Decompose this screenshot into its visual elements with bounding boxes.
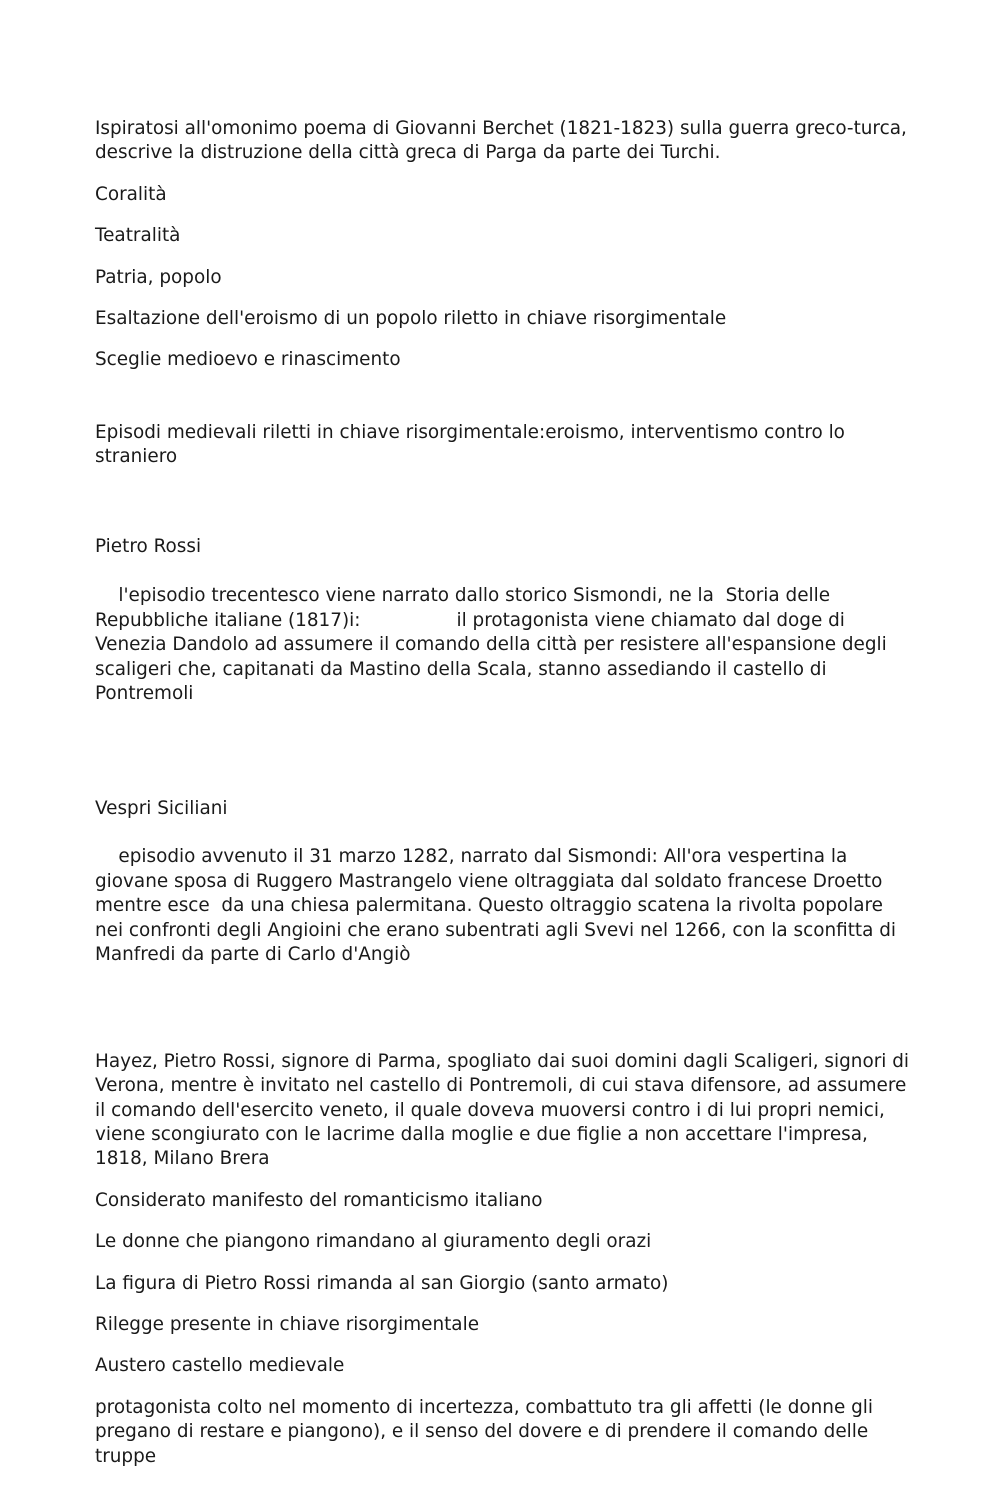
section-pietro-rossi <box>95 487 910 731</box>
paragraph-patria: Patria, popolo <box>95 266 222 288</box>
paragraph-figura: La figura di Pietro Rossi rimanda al san Giorgio (santo armato) <box>95 1272 669 1294</box>
vespri-siciliani-text: episodio avvenuto il 31 marzo 1282, narrato dal Sismondi: All'ora vespertina la giovane sposa di Ruggero Mastrangelo viene oltraggiata dal soldato francese Droetto mentre esce da una chiesa palermitana. Questo oltraggio scatena la rivolta popolare nei confronti degli Angioini che erano subentrati agli Svevi nel 1266, con la sconfitta di Manfredi da parte di Carlo d'Angiò <box>95 846 902 965</box>
paragraph-esaltazione: Esaltazione dell'eroismo di un popolo riletto in chiave risorgimentale <box>95 308 727 330</box>
paragraph-episodi: Episodi medievali riletti in chiave risorgimentale:eroismo, interventismo contro lo straniero <box>95 421 851 468</box>
section-heading-pietro-rossi: Pietro Rossi <box>95 536 202 558</box>
pietro-rossi-text-part1: l'episodio trecentesco viene narrato dallo storico Sismondi, ne la Storia delle Repubbliche italiane (1817)i: <box>95 585 836 631</box>
paragraph-coralita: Coralità <box>95 183 167 205</box>
paragraph-protagonista: protagonista colto nel momento di incertezza, combattuto tra gli affetti (le donne gli pregano di restare e piangono), e il senso del dovere e di prendere il comando delle truppe <box>95 1396 879 1467</box>
paragraph-austero: Austero castello medievale <box>95 1355 345 1377</box>
paragraph-hayez: Hayez, Pietro Rossi, signore di Parma, spogliato dai suoi domini dagli Scaligeri, signori di Verona, mentre è invitato nel castello di Pontremoli, di cui stava difensore, ad assumere il comando dell'esercito veneto, il quale doveva muoversi contro i di lui propri nemici, viene scongiurato con le lacrime dalla moglie e due figlie a non accettare l'impresa, 1818, Milano Brera <box>95 1050 915 1170</box>
paragraph-intro: Ispiratosi all'omonimo poema di Giovanni Berchet (1821-1823) sulla guerra greco-turca, descrive la distruzione della città greca di Parga da parte dei Turchi. <box>95 118 913 164</box>
paragraph-donne: Le donne che piangono rimandano al giuramento degli orazi <box>95 1231 652 1253</box>
section-vespri-siciliani <box>95 748 910 992</box>
pietro-rossi-text-part2: il protagonista viene chiamato dal doge di Venezia Dandolo ad assumere il comando della città per resistere all'espansione degli scaligeri che, capitanati da Mastino della Scala, stanno assediando il castello di Pontremoli <box>95 609 893 704</box>
paragraph-teatralita: Teatralità <box>95 225 181 247</box>
paragraph-manifesto: Considerato manifesto del romanticismo italiano <box>95 1189 543 1211</box>
paragraph-rilegge: Rilegge presente in chiave risorgimentale <box>95 1314 480 1336</box>
document-page <box>95 117 915 1486</box>
section-heading-vespri-siciliani: Vespri Siciliani <box>95 797 228 819</box>
paragraph-sceglie: Sceglie medioevo e rinascimento <box>95 349 401 371</box>
